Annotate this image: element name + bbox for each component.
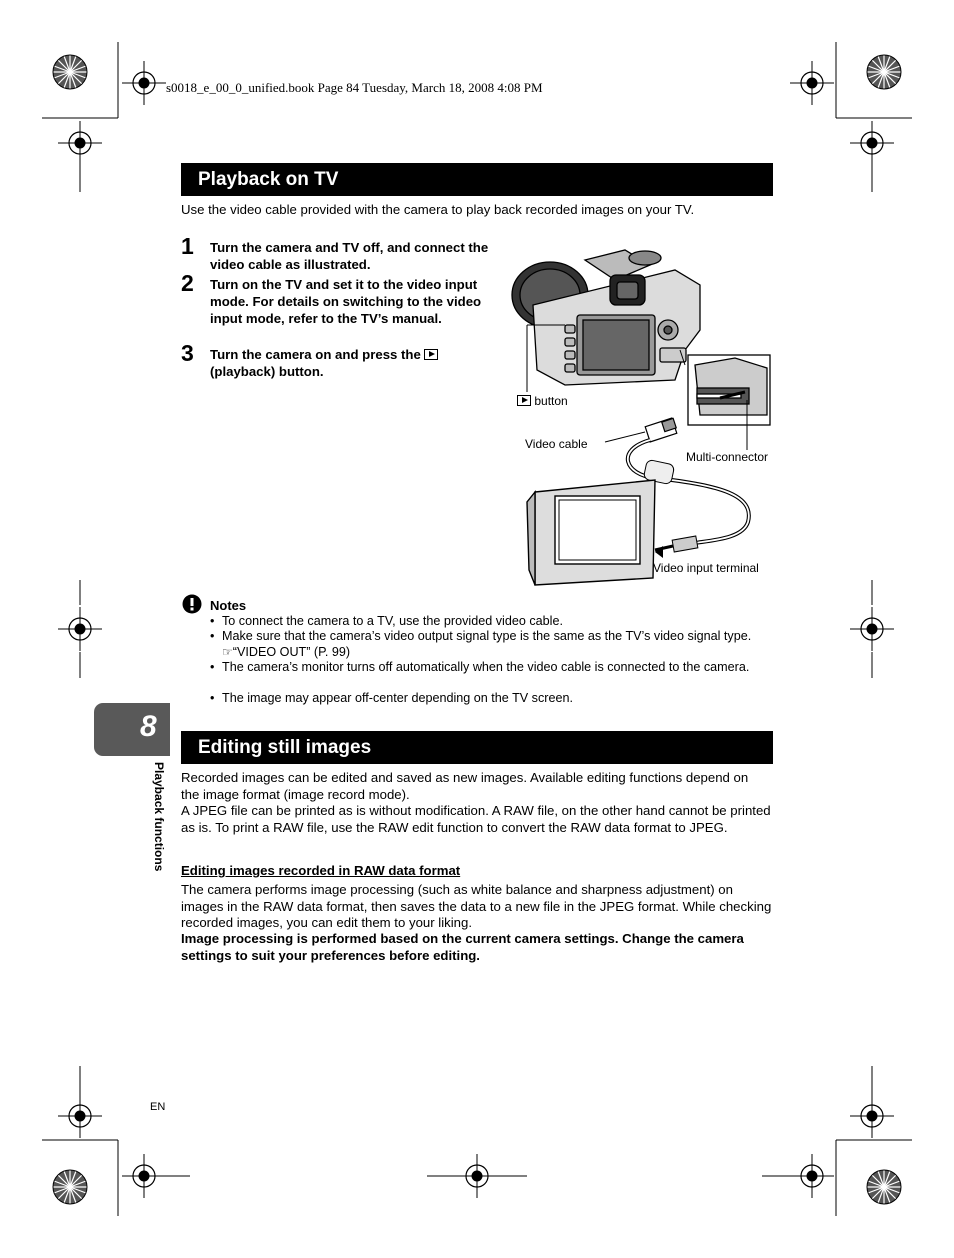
playback-icon — [517, 395, 531, 406]
chapter-number: 8 — [140, 710, 157, 743]
section-title-playback-on-tv: Playback on TV — [181, 163, 773, 196]
section2-para2: A JPEG file can be printed as is without modification. A RAW file, on the other hand cannot be printed as is. To print a RAW file, use the RAW edit function to convert the RAW data format to JPEG. — [181, 803, 771, 835]
step-2-number: 2 — [181, 270, 194, 296]
connector-inset — [688, 355, 770, 425]
step-3-text — [210, 347, 500, 381]
step-3-text-before: Turn the camera on and press the — [210, 347, 421, 362]
step-1-text: Turn the camera and TV off, and connect the video cable as illustrated. — [210, 240, 489, 272]
note-reference: “VIDEO OUT” (P. 99) — [232, 644, 351, 659]
section-title-editing-still-images: Editing still images — [181, 731, 773, 764]
note-item: • Make sure that the camera’s video output signal type is the same as the TV’s video signal type. ☞“VIDEO OUT” (P. 99) — [210, 629, 752, 659]
video-input-terminal-caption: Video input terminal — [653, 561, 759, 575]
cable-plug — [645, 418, 677, 442]
playback-icon — [424, 349, 438, 360]
playback-button-caption: button — [517, 394, 568, 408]
notes-title: Notes — [210, 598, 247, 613]
note-item: • The camera’s monitor turns off automatically when the video cable is connected to the camera. — [210, 660, 750, 674]
step-3-text-after: (playback) button. — [210, 363, 324, 379]
raw-editing-subheading: Editing images recorded in RAW data format — [181, 863, 461, 878]
header-file-info: s0018_e_00_0_unified.book Page 84 Tuesday, March 18, 2008 4:08 PM — [166, 80, 543, 95]
section2-para3: The camera performs image processing (such as white balance and sharpness adjustment) on images in the RAW data format, then saves the data to a new file in the JPEG format. While checking recorded images, you can edit them to your liking. — [181, 882, 772, 931]
video-cable-caption: Video cable — [525, 437, 588, 451]
multi-connector-caption: Multi-connector — [686, 450, 769, 464]
step-1-number: 1 — [181, 233, 194, 259]
camera-drawing — [512, 250, 700, 385]
reference-icon: ☞ — [222, 644, 233, 659]
chapter-tab — [94, 703, 170, 756]
note-item: • The image may appear off-center depending on the TV screen. — [210, 691, 573, 705]
step-3-number: 3 — [181, 340, 194, 366]
camera-tv-illustration — [505, 240, 780, 590]
note-item: • To connect the camera to a TV, use the provided video cable. — [210, 614, 563, 628]
language-code: EN — [150, 1101, 166, 1113]
tv-drawing — [527, 480, 655, 585]
section2-para1: Recorded images can be edited and saved as new images. Available editing functions depend on the image format (image record mode). — [181, 770, 749, 802]
section1-intro: Use the video cable provided with the camera to play back recorded images on your TV. — [181, 202, 695, 217]
warning-icon — [182, 594, 202, 614]
section2-bold-note: Image processing is performed based on the current camera settings. Change the camera settings to suit your preferences before editing. — [181, 931, 744, 963]
step-2-text: Turn on the TV and set it to the video input mode. For details on switching to the video input mode, refer to the TV’s manual. — [210, 277, 482, 326]
chapter-side-label: Playback functions — [152, 762, 166, 872]
